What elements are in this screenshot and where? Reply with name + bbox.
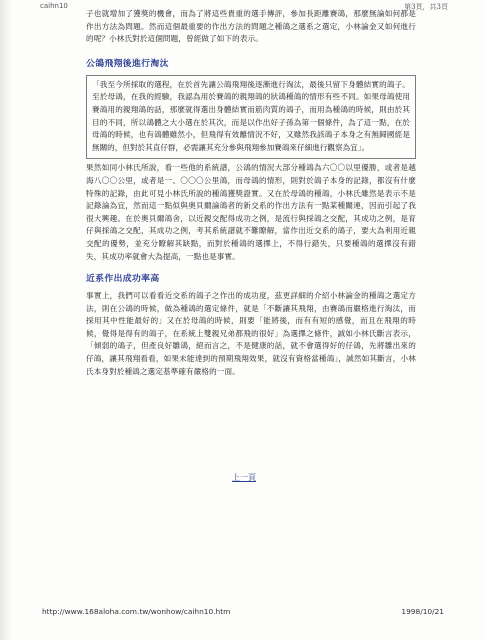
section1-paragraph: 果然如同小林氏所說，看一些他的系統譜，公鴿的情況大部分種鴿為六〇〇以里優勝，或者是越海八〇〇公里，或者是一、〇〇〇公里鴿，而母鴿的情形，則對於鴿子本身的記錄，都沒有什麼特殊的記錄，由此可見小林氏所說的種鴿獲獎證實。又在於母鴿的種鴿，小林氏雖然是表示不是記錄論為宜，然而這一點似與奧貝爾論鴿者的新交系的作出方法有一點某種關連，因而引起了我很大興趣。在於奧貝爾鴿舍，以近親交配得成功之例，是流行與採鴿之交配，其成功之例，是育仔與採鴿之交配，其成功之例，考其系統譜就不難瞭解，當作出近交系的鴿子，要大為利用近親交配的優勢，並充分瞭解其缺點，而對於種鴿的選擇上，不得行錯失，只要種鴿的選擇沒有錯失，其成功率就會大為提高，一點也是事實。 — [86, 163, 416, 261]
article-content — [86, 8, 416, 378]
page-edge-shadow — [0, 0, 12, 640]
prev-page-link[interactable]: 上一頁 — [232, 473, 256, 482]
quote-box: 「我至今所採取的選程，在於首先讓公鴿飛翔後逐漸進行淘汰，最後只留下身體結實的鴿子。至於母鴿，在我的經驗，我認為用於賽鴿的親翔鴿的狀鴿種鴿的情形有些不同。如果母鴿使用賽鴿用的親翔鴿的話，那麼就得選出身體結實而筋肉質的鴿子，而用為種鴿的時候，則由於其目的不同，所以鴿體之大小選在於其次，而是以作出好子孫為第一個條件，為了這一點，在於母鴿的時候，也有鴿體雖然小，但飛得有效離情況不好，又雖然我該鴿子本身之有無歸國經是無關的，但對於其直仔群，必需讓其充分參與飛翔參加賽鴿來仔細進行觀察為宜」。 — [86, 75, 416, 160]
section2-paragraph: 事實上，我們可以看看近交系的鴿子之作出的成功度，茲更詳細的介紹小林論金的種鴿之選定方法，則在公鴿的時候，做為種鴿的選定條件，就是「不斷讓其飛翔，由賽鴿而嚴格進行淘汰，而採用其中性能最好的」又在於母鴿的時候，則要「能將後，而有有短的感覺，而且在飛翔的時候，覺得是得有的鴿子，在系統上雙親兄弟都飛的很好」為選擇之條件，誠如小林氏斷言表示，「傾弱的鴿子，但產良好雛鴿，絕而言之，不是健康的話，就不會選得好的仔鴿，先將雛出來的仔鴿，讓其飛翔看看，如果未能達到的預期飛翔效果，就沒有資格當種鴿」，誠然如其斷言，小林氏本身對於種鴿之選定基準確有嚴格的一面。 — [86, 291, 416, 376]
footer-date: 1998/10/21 — [401, 607, 444, 616]
intro-paragraph: 子也就增加了獲獎的機會，而為了將這些貴重的選手傳評，參加長距離賽鴿，那麼無論如何都是作出方法為問題。然而這個最重要的作出方法的問題之種鴿之選系之選定，小林論金又如何進行的呢？小林氏對於這個問題，曾經做了如下的表示。 — [86, 9, 416, 44]
header-filename: caihn10 — [40, 2, 68, 10]
section-heading-1: 公鴿飛翔後進行淘汰 — [86, 58, 169, 69]
section-heading-2: 近系作出成功率高 — [86, 274, 160, 285]
header-page-number: 第3頁，共3頁 — [404, 3, 448, 11]
footer-url: http://www.168aloha.com.tw/wonhow/caihn10.htm — [42, 607, 231, 616]
